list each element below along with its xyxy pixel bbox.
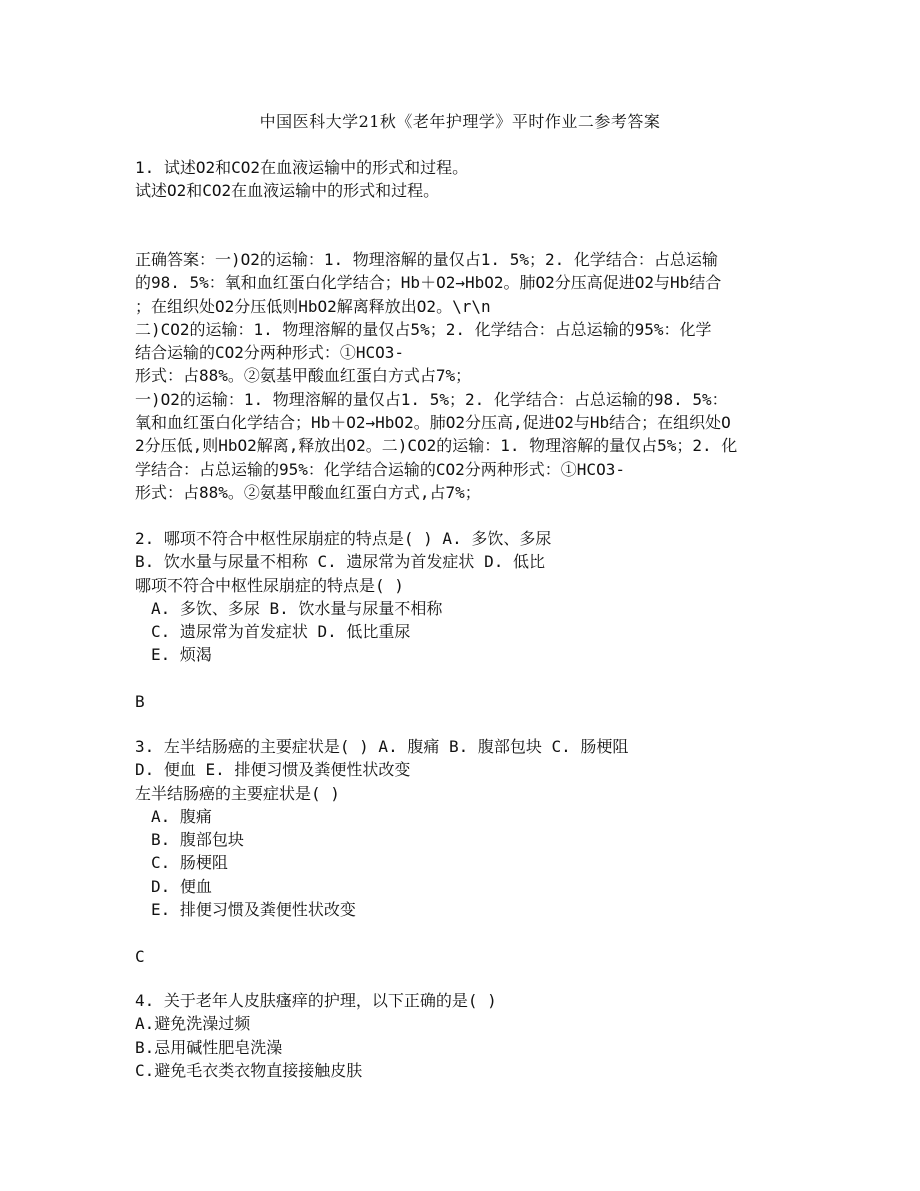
question-2 bbox=[135, 527, 795, 667]
option-line: C.避免毛衣类衣物直接接触皮肤 bbox=[135, 1060, 363, 1080]
option-line: A. 腹痛 bbox=[151, 806, 212, 826]
question-3-stem: 3. 左半结肠癌的主要症状是( ) A. 腹痛 B. 腹部包块 C. 肠梗阻 bbox=[135, 737, 629, 756]
question-3-stem-repeat: 左半结肠癌的主要症状是( ) bbox=[135, 783, 340, 803]
question-3-stem: D. 便血 E. 排便习惯及粪便性状改变 bbox=[135, 760, 411, 780]
answer-line: 二)CO2的运输：1. 物理溶解的量仅占5%；2. 化学结合：占总运输的95%：化学 bbox=[135, 319, 712, 339]
answer-line: 氧和血红蛋白化学结合；Hb＋O2→HbO2。肺O2分压高,促进O2与Hb结合；在组织处O bbox=[135, 413, 731, 433]
question-2-answer bbox=[135, 690, 795, 713]
answer-line: 形式：占88%。②氨基甲酸血红蛋白方式,占7%； bbox=[135, 482, 481, 502]
answer-line: 结合运输的CO2分两种形式：①HCO3- bbox=[135, 343, 405, 363]
option-line: E. 烦渴 bbox=[151, 645, 212, 665]
option-line: A.避免洗澡过频 bbox=[135, 1014, 251, 1034]
option-line: B.忌用碱性肥皂洗澡 bbox=[135, 1037, 283, 1057]
answer-letter: B bbox=[135, 692, 145, 711]
answer-line: 一)O2的运输：1. 物理溶解的量仅占1. 5%；2. 化学结合：占总运输的98. 5%： bbox=[135, 389, 728, 409]
question-1 bbox=[135, 156, 795, 203]
option-line: C. 遗尿常为首发症状 D. 低比重尿 bbox=[151, 622, 411, 642]
question-4-stem: 4. 关于老年人皮肤瘙痒的护理，以下正确的是( ) bbox=[135, 991, 497, 1010]
question-3 bbox=[135, 735, 795, 921]
question-3-answer bbox=[135, 945, 795, 968]
question-1-stem-repeat: 试述O2和CO2在血液运输中的形式和过程。 bbox=[135, 181, 440, 201]
option-line: E. 排便习惯及粪便性状改变 bbox=[151, 900, 356, 920]
answer-letter: C bbox=[135, 947, 145, 966]
answer-line: 形式：占88%。②氨基甲酸血红蛋白方式占7%； bbox=[135, 366, 472, 386]
document-title: 中国医科大学21秋《老年护理学》平时作业二参考答案 bbox=[259, 112, 661, 131]
answer-line: 2分压低,则HbO2解离,释放出O2。二)CO2的运输：1. 物理溶解的量仅占5%；2. 化 bbox=[135, 436, 738, 456]
option-line: A. 多饮、多尿 B. 饮水量与尿量不相称 bbox=[151, 598, 443, 618]
question-2-stem: B. 饮水量与尿量不相称 C. 遗尿常为首发症状 D. 低比 bbox=[135, 552, 545, 572]
answer-line: 的98. 5%：氧和血红蛋白化学结合；Hb＋O2→HbO2。肺O2分压高促进O2与Hb结合 bbox=[135, 273, 722, 293]
question-1-answer bbox=[135, 248, 795, 504]
option-line: B. 腹部包块 bbox=[151, 830, 244, 850]
answer-line: 学结合：占总运输的95%：化学结合运输的CO2分两种形式：①HCO3- bbox=[135, 459, 625, 479]
option-line: C. 肠梗阻 bbox=[151, 853, 228, 873]
question-2-stem: 2. 哪项不符合中枢性尿崩症的特点是( ) A. 多饮、多尿 bbox=[135, 529, 552, 548]
answer-line: ；在组织处O2分压低则HbO2解离释放出O2。\r\n bbox=[135, 296, 491, 316]
question-1-stem: 1. 试述O2和CO2在血液运输中的形式和过程。 bbox=[135, 158, 469, 177]
question-4 bbox=[135, 989, 795, 1082]
question-2-stem-repeat: 哪项不符合中枢性尿崩症的特点是( ) bbox=[135, 575, 404, 595]
answer-line: 正确答案：一)O2的运输：1. 物理溶解的量仅占1. 5%；2. 化学结合：占总运输 bbox=[135, 250, 718, 269]
option-line: D. 便血 bbox=[151, 876, 212, 896]
